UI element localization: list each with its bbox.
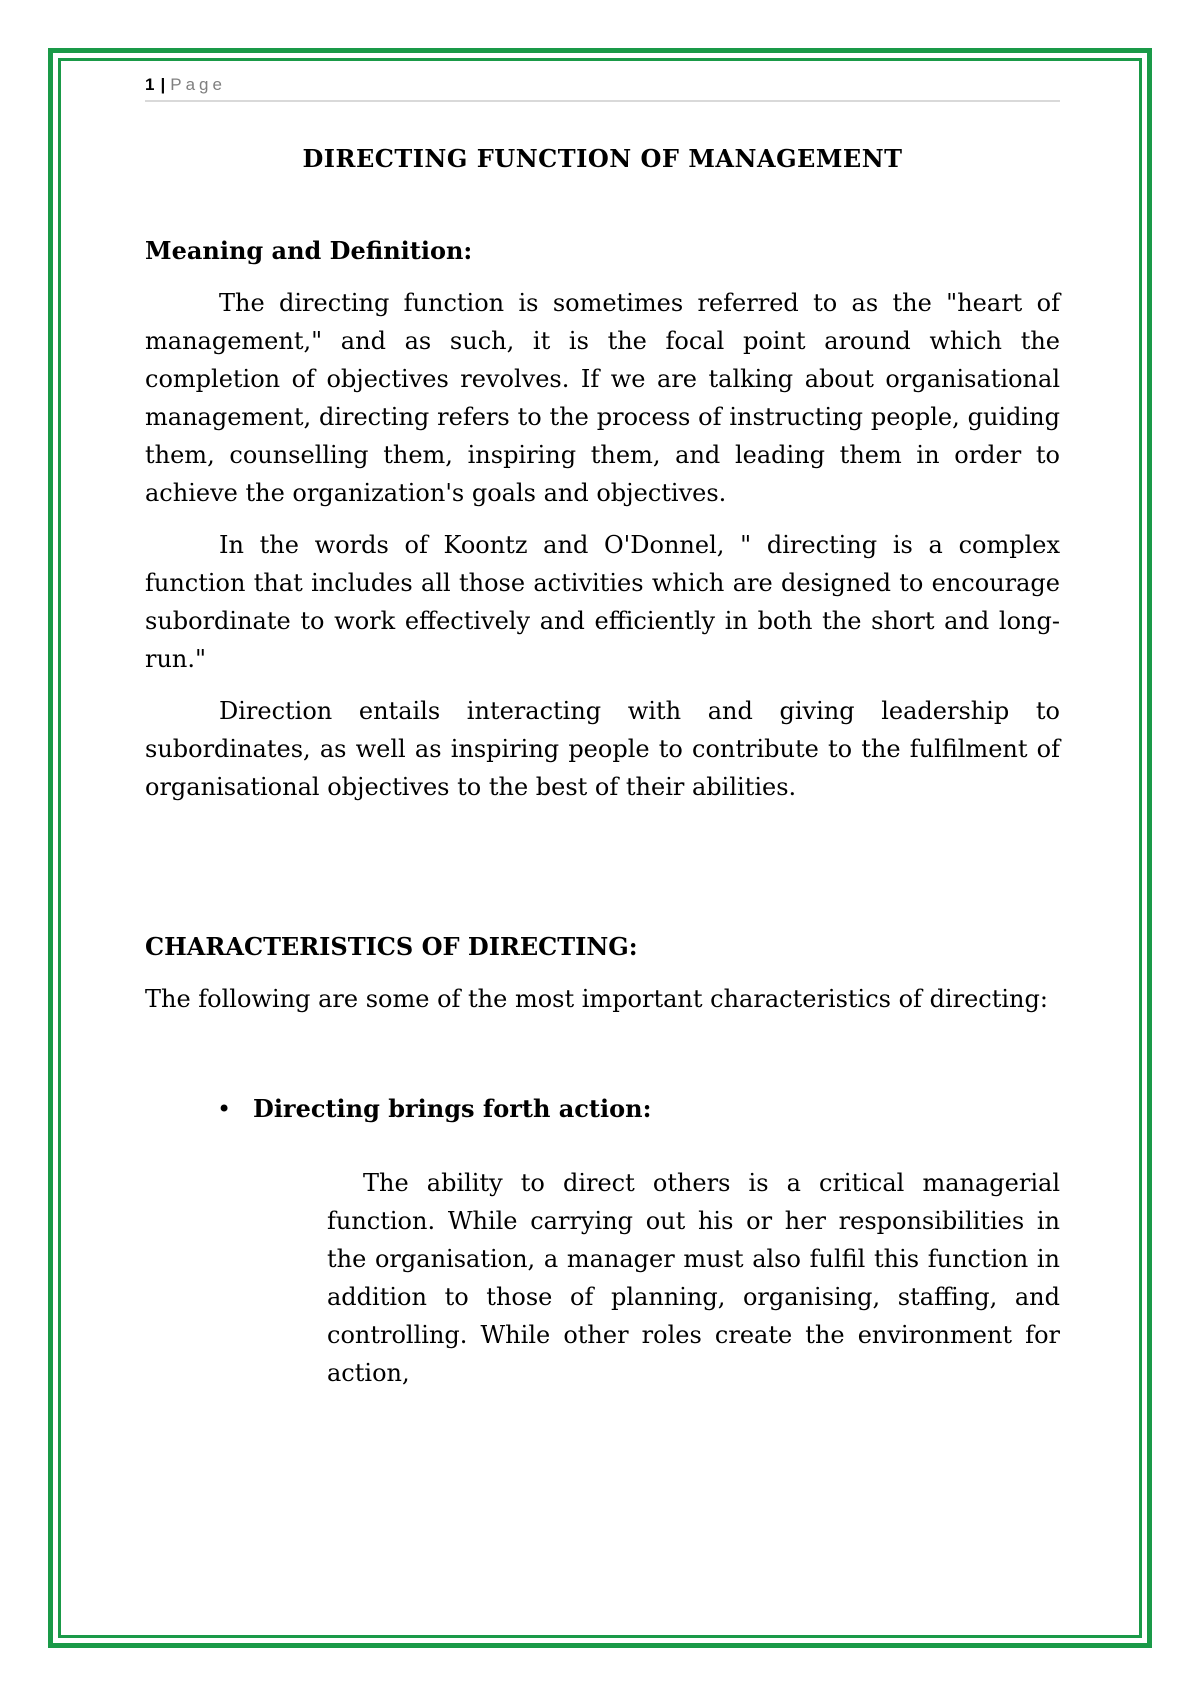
paragraph: The directing function is sometimes referred to as the "heart of management," and as such, it is the focal point around which the completion of objectives revolves. If we are talking about organisational management, directing refers to the process of instructing people, guiding them, counselling them, inspiring them, and leading them in order to achieve the organization's goals and objectives. (145, 289, 1060, 507)
list-item-title: Directing brings forth action: (253, 1094, 652, 1123)
list-item-body: The ability to direct others is a critical managerial function. While carrying out his or her responsibilities in the organisation, a manager must also fulfil this function in addition to those of planning, organising, staffing, and controlling. While other roles create the environment for action, (327, 1169, 1060, 1387)
section-heading-meaning: Meaning and Definition: (145, 236, 473, 265)
list-item (145, 1090, 1060, 1128)
paragraph: The following are some of the most important characteristics of directing: (145, 985, 1048, 1013)
spacer (145, 1032, 1060, 1090)
page-header (145, 72, 1060, 102)
page-number: 1 (145, 75, 155, 94)
page-separator: | (160, 75, 166, 94)
bullet-icon: • (217, 1095, 232, 1123)
document-body (145, 140, 1060, 1416)
paragraph: In the words of Koontz and O'Donnel, " directing is a complex function that includes all those activities which are designed to encourage subordinate to work effectively and efficiently in both the short and long-run." (145, 531, 1060, 673)
spacer (145, 820, 1060, 928)
page-word: Page (170, 75, 226, 94)
section-heading-characteristics: CHARACTERISTICS OF DIRECTING: (145, 932, 638, 961)
paragraph: Direction entails interacting with and giving leadership to subordinates, as well as inspiring people to contribute to the fulfilment of organisational objectives to the best of their abilities. (145, 697, 1060, 801)
document-title: DIRECTING FUNCTION OF MANAGEMENT (302, 144, 903, 173)
